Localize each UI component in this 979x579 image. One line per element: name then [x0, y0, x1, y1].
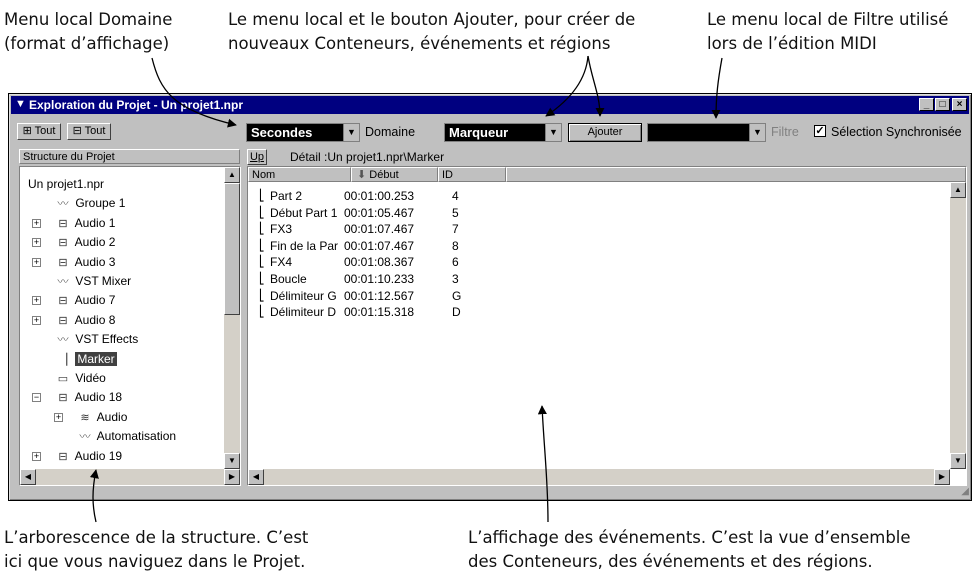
domain-dropdown[interactable]	[246, 123, 360, 142]
cell-name: FX3	[270, 222, 293, 237]
annotation-filter-menu	[707, 8, 948, 56]
scroll-down-button[interactable]: ▼	[224, 453, 240, 469]
tree-item-label: Audio 1	[74, 215, 116, 230]
annotation-line: Le menu local et le bouton Ajouter, pour créer de	[228, 10, 636, 29]
cell-id: 3	[452, 272, 459, 286]
domain-label: Domaine	[365, 125, 416, 139]
maximize-button[interactable]: □	[935, 98, 950, 111]
cell-id: 7	[452, 222, 459, 237]
cell-start: 00:01:12.567	[344, 288, 415, 303]
expand-icon[interactable]: +	[33, 237, 40, 248]
cell-id: 8	[452, 238, 459, 253]
up-button[interactable]: Up	[247, 149, 267, 165]
collapse-icon[interactable]: −	[33, 392, 40, 403]
tree-item-label: Vidéo	[75, 371, 106, 385]
expand-icon[interactable]: +	[55, 411, 62, 422]
chevron-down-icon: ▼	[545, 124, 561, 141]
annotation-line: lors de l’édition MIDI	[707, 34, 877, 53]
app-icon: ▼	[15, 98, 26, 110]
annotation-tree	[4, 526, 308, 574]
annotation-line: L’affichage des événements. C’est la vue d’ensemble	[468, 528, 911, 547]
sync-checkbox[interactable]: ✓	[815, 125, 825, 137]
close-button[interactable]: ×	[952, 98, 967, 111]
audio-track-icon: ⊟	[58, 450, 68, 463]
cell-name: Boucle	[270, 272, 307, 286]
column-header-start[interactable]	[351, 167, 438, 182]
structure-tree[interactable]	[19, 166, 241, 486]
expand-icon[interactable]: +	[33, 450, 40, 461]
sync-label: Sélection Synchronisée	[831, 125, 962, 139]
annotation-domain-menu	[4, 8, 172, 56]
cell-id: 6	[452, 255, 459, 270]
audio-track-icon: ⊟	[58, 237, 68, 250]
add-button[interactable]: Ajouter	[568, 123, 642, 142]
column-id-label: ID	[442, 169, 453, 181]
marker-icon: ⎣	[259, 222, 265, 236]
cell-name: Délimiteur G	[270, 288, 337, 303]
audio-track-icon: ⊟	[58, 295, 68, 308]
minimize-button[interactable]: _	[919, 98, 934, 111]
marker-icon: ⎣	[259, 238, 265, 252]
cell-name: Part 2	[270, 189, 303, 203]
marker-icon: ⎣	[259, 189, 265, 202]
column-header-id[interactable]	[438, 167, 506, 182]
filter-dropdown[interactable]	[647, 123, 766, 142]
collapse-all-button[interactable]: ⊟ Tout	[67, 123, 111, 140]
marker-icon: ⎣	[259, 305, 265, 319]
cell-id: 4	[452, 189, 459, 203]
audio-icon: ≋	[80, 411, 90, 424]
expand-icon[interactable]: +	[33, 314, 40, 325]
cell-start: 00:01:00.253	[344, 189, 415, 203]
mixer-icon: 〰	[57, 276, 69, 288]
annotation-add-menu	[228, 8, 635, 56]
tree-item-label: Automatisation	[96, 429, 177, 444]
chevron-down-icon: ▼	[749, 124, 765, 141]
audio-track-icon: ⊟	[58, 256, 68, 269]
video-icon: ▭	[57, 373, 69, 385]
tree-item-label: Audio 3	[74, 254, 116, 269]
expand-icon[interactable]: +	[33, 217, 40, 228]
marker-icon: ⎣	[259, 205, 265, 219]
cell-id: 5	[452, 205, 459, 220]
audio-track-icon: ⊟	[58, 314, 68, 327]
scroll-left-button[interactable]: ◀	[20, 469, 36, 485]
scroll-down-button[interactable]: ▼	[950, 453, 966, 469]
tree-header: Structure du Projet	[19, 149, 240, 164]
cell-name: Fin de la Par	[270, 238, 339, 253]
expand-icon[interactable]: +	[33, 256, 40, 267]
annotation-line: nouveaux Conteneurs, événements et régions	[228, 34, 611, 53]
cell-start: 00:01:07.467	[344, 238, 415, 253]
tree-horizontal-scrollbar[interactable]	[20, 469, 240, 485]
tree-item-label: Audio 2	[74, 235, 116, 250]
project-browser-window	[8, 93, 972, 501]
tree-item-label: Audio 18	[74, 390, 123, 405]
annotation-line: Menu local Domaine	[4, 10, 173, 29]
annotation-events	[468, 526, 911, 574]
column-start-label: Début	[369, 169, 399, 181]
window-title: Exploration du Projet - Un projet1.npr	[29, 98, 244, 112]
cell-id: D	[452, 305, 461, 320]
column-header-filler	[506, 167, 966, 182]
expand-icon[interactable]: +	[33, 295, 40, 306]
chevron-down-icon: ▼	[343, 124, 359, 141]
cell-start: 00:01:10.233	[344, 272, 415, 286]
domain-value: Secondes	[251, 125, 313, 140]
audio-track-icon: ⊟	[58, 217, 68, 230]
cell-start: 00:01:07.467	[344, 222, 415, 237]
type-dropdown[interactable]	[444, 123, 562, 142]
filter-label: Filtre	[771, 125, 799, 139]
title-bar[interactable]	[11, 96, 969, 114]
marker-icon: ⎣	[259, 255, 265, 269]
tree-item-label: Audio 8	[74, 312, 116, 327]
cell-start: 00:01:05.467	[344, 205, 415, 220]
automation-icon: 〰	[79, 431, 91, 444]
scroll-up-button[interactable]: ▲	[224, 167, 240, 183]
marker-icon: ⎣	[259, 272, 265, 285]
cell-name: FX4	[270, 255, 293, 270]
scroll-left-button[interactable]: ◀	[248, 469, 264, 485]
scroll-right-button[interactable]: ▶	[934, 469, 950, 485]
audio-track-icon: ⊟	[58, 392, 68, 405]
detail-path: Détail :Un projet1.npr\Marker	[290, 150, 445, 164]
type-value: Marqueur	[449, 125, 509, 140]
annotation-line: ici que vous naviguez dans le Projet.	[4, 552, 306, 571]
cell-name: Délimiteur D	[270, 305, 337, 320]
tree-item-label: Groupe 1	[75, 196, 126, 211]
sort-down-icon: ⬇	[357, 169, 367, 181]
tree-item-label: Audio 19	[74, 448, 123, 463]
scroll-thumb[interactable]	[224, 183, 240, 315]
folder-track-icon: 〰	[57, 198, 69, 211]
expand-all-button[interactable]: ⊞ Tout	[17, 123, 61, 140]
list-horizontal-scrollbar[interactable]	[248, 469, 950, 485]
tree-item-label: Un projet1.npr	[28, 177, 105, 191]
column-header-name[interactable]	[248, 167, 351, 182]
annotation-line: des Conteneurs, des événements et des régions.	[468, 552, 873, 571]
cell-start: 00:01:08.367	[344, 255, 415, 270]
scroll-up-button[interactable]: ▲	[950, 182, 966, 198]
scroll-right-button[interactable]: ▶	[224, 469, 240, 485]
column-name-label: Nom	[252, 169, 276, 181]
annotation-line: Le menu local de Filtre utilisé	[707, 10, 949, 29]
tree-item-label: Audio	[96, 409, 128, 424]
cell-id: G	[452, 288, 462, 303]
cell-start: 00:01:15.318	[344, 305, 415, 320]
cell-name: Début Part 1	[270, 205, 338, 220]
annotation-line: (format d’affichage)	[4, 34, 170, 53]
tree-item-label: Marker	[77, 351, 115, 366]
tree-item-label: VST Mixer	[75, 274, 132, 288]
annotation-line: L’arborescence de la structure. C’est	[4, 528, 309, 547]
tree-item-label: Audio 7	[74, 293, 116, 308]
marker-icon: ⎣	[259, 288, 265, 302]
effects-icon: 〰	[57, 334, 69, 347]
event-list[interactable]	[247, 166, 967, 486]
tree-item-label: VST Effects	[75, 332, 139, 347]
tree-vertical-scrollbar[interactable]	[224, 167, 240, 469]
resize-grip-icon[interactable]: ◢	[961, 486, 969, 497]
list-vertical-scrollbar[interactable]	[950, 182, 966, 469]
marker-icon: ▕	[58, 353, 68, 366]
